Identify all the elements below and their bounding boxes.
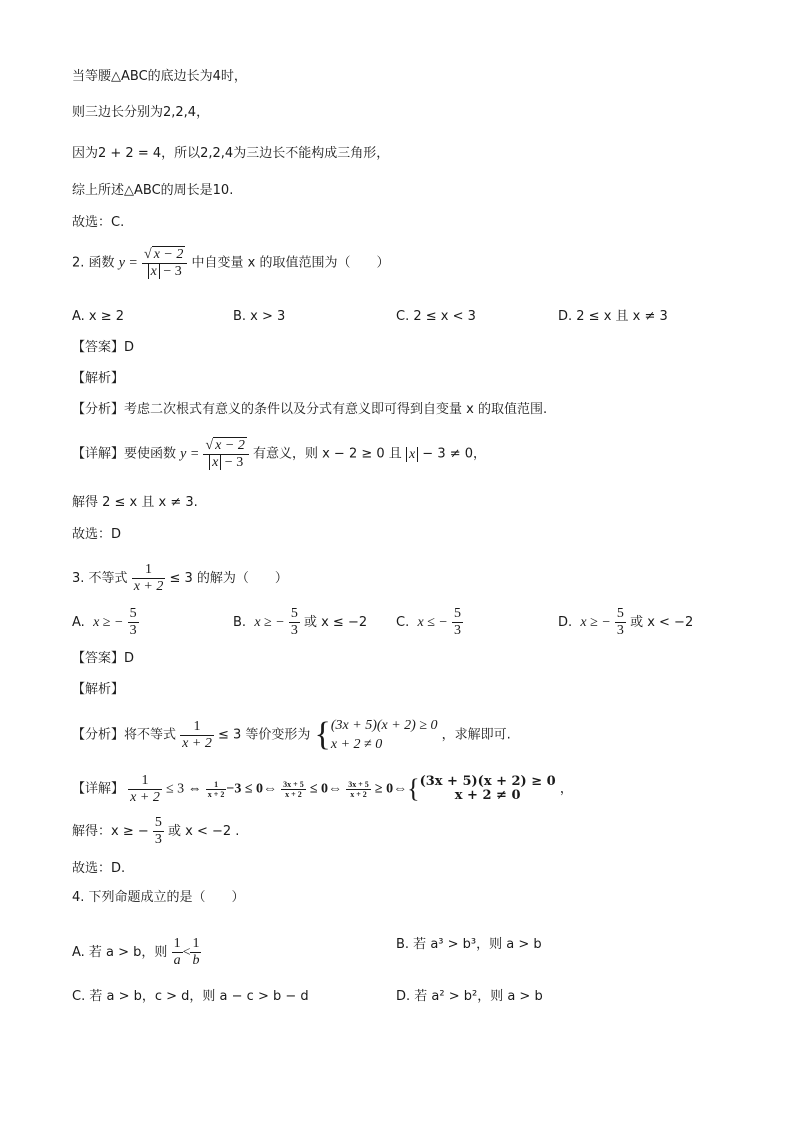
- q3-option-a[interactable]: A. x ≥ − $\frac{5}{3}$: [72, 606, 137, 638]
- q3-prefix: 3. 不等式: [72, 571, 128, 586]
- q3-jie: 解得：x ≥ − $\frac{5}{3}$ 或 x < −2 .: [72, 815, 240, 847]
- q2-cond-abs: x: [406, 447, 418, 462]
- q3-option-c[interactable]: C. x ≤ − $\frac{5}{3}$: [396, 606, 461, 638]
- q4-option-a[interactable]: A. 若 a > b，则 $\frac{1}{a}$ < $\frac{1}{b}$: [72, 936, 200, 968]
- q2-xiangjie-fraction: $\frac{√ x - 2}{x - 3}$: [203, 437, 248, 471]
- q2-option-d[interactable]: D. 2 ≤ x 且 x ≠ 3: [558, 309, 668, 324]
- q2-den-rest: − 3: [163, 264, 182, 279]
- q4-option-c[interactable]: C. 若 a > b，c > d，则 a − c > b − d: [72, 989, 309, 1004]
- prev-line-4: 综上所述△ABC的周长是10.: [72, 183, 234, 198]
- q3-fenxi: 【分析】将不等式 $\frac{1}{x + 2}$ ≤ 3 等价变形为 { (3x + 5)(x + 2) ≥ 0 x + 2 ≠ 0 ，求解即可.: [72, 716, 511, 753]
- q2-jie: 解得 2 ≤ x 且 x ≠ 3.: [72, 495, 198, 510]
- q3-suffix: ≤ 3 的解为（ ）: [169, 571, 288, 586]
- q3-answer: 【答案】D: [72, 651, 135, 666]
- q4-stem: 4. 下列命题成立的是（ ）: [72, 890, 245, 905]
- q4-option-d[interactable]: D. 若 a² > b²，则 a > b: [396, 989, 543, 1004]
- q3-option-d[interactable]: D. x ≥ − $\frac{5}{3}$ 或 x < −2: [558, 606, 694, 638]
- q2-radicand: x − 2: [153, 247, 184, 262]
- q3-guxuan: 故选：D.: [72, 861, 126, 876]
- q2-fenxi: 【分析】考虑二次根式有意义的条件以及分式有意义即可得到自变量 x 的取值范围.: [72, 402, 548, 417]
- q2-stem: [72, 246, 389, 280]
- q2-xiangjie-mid: 有意义，则 x − 2 ≥ 0 且: [252, 446, 402, 462]
- q4-option-b[interactable]: B. 若 a³ > b³，则 a > b: [396, 937, 542, 952]
- prev-line-2: 则三边长分别为2,2,4，: [72, 105, 210, 120]
- prev-line-5: 故选：C.: [72, 215, 125, 230]
- q3-xiangjie: 【详解】 $\frac{1}{x + 2}$ ≤ 3 ⇔ $\frac{1}{x + 2}$ −3 ≤ 0⇔ $\frac{3x + 5}{x + 2}$ ≤ 0⇔ $\frac{3x + 5}{x + 2}$ ≥ 0⇔{ (3x + 5)(x + 2) ≥ 0 x + 2 ≠ 0 ，: [72, 772, 573, 805]
- prev-line-1: 当等腰△ABC的底边长为4时，: [72, 69, 247, 84]
- q2-option-b[interactable]: B. x > 3: [233, 309, 286, 324]
- q2-prefix: 2. 函数: [72, 255, 115, 271]
- q2-jiexi: 【解析】: [72, 371, 125, 386]
- q2-abs-x: x: [148, 264, 160, 279]
- q2-suffix: 中自变量 x 的取值范围为（ ）: [191, 255, 390, 271]
- q2-xiangjie-end: − 3 ≠ 0，: [422, 446, 487, 462]
- q2-answer: 【答案】D: [72, 340, 135, 355]
- q3-fraction: $\frac{1}{x + 2}$: [133, 562, 164, 594]
- q2-xiangjie-prefix: 【详解】要使函数: [72, 446, 177, 462]
- q2-option-a[interactable]: A. x ≥ 2: [72, 309, 125, 324]
- q3-jiexi: 【解析】: [72, 682, 125, 697]
- q2-fraction: $\frac{√ x - 2}{x - 3}$: [142, 246, 187, 280]
- q3-stem: [72, 562, 288, 595]
- q3-option-b[interactable]: B. x ≥ − $\frac{5}{3}$ 或 x ≤ −2: [233, 606, 368, 638]
- q2-lhs: y =: [118, 255, 138, 271]
- q2-guxuan: 故选：D: [72, 527, 122, 542]
- q2-xiangjie: 【详解】要使函数 y = $\frac{√ x - 2}{x - 3}$ 有意义，则 x − 2 ≥ 0 且 x − 3 ≠ 0，: [72, 438, 487, 470]
- prev-line-3: 因为2 + 2 = 4，所以2,2,4为三边长不能构成三角形，: [72, 146, 390, 161]
- q2-option-c[interactable]: C. 2 ≤ x < 3: [396, 309, 476, 324]
